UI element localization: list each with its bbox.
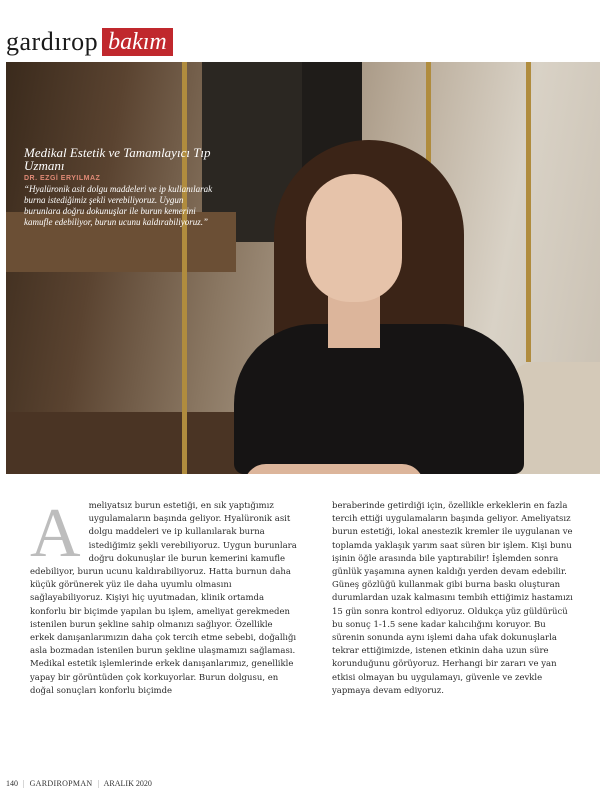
magazine-header — [6, 26, 173, 58]
article-column-2 — [332, 500, 580, 698]
footer-issue: ARALIK 2020 — [103, 779, 152, 788]
section-label: bakım — [102, 28, 173, 56]
arm — [244, 464, 424, 474]
photo-caption — [24, 146, 234, 228]
drop-cap: A — [30, 495, 81, 572]
article-text-2: beraberinde getirdiği için, özellikle erkeklerin en fazla tercih ettiği uygulamaların başında geliyor. Ameliyatsız burun estetiği, lokal anestezik kremler ile uygulanan ve toplamda yaklaşık yarım saat süren bir işlem. Kişi bunu işinin öğle arasında bile yaptırabilir! İşlemden sonra günlük yaşamına aynen kaldığı yerden devam edebilir. Güneş gözlüğü kullanmak gibi burna baskı oluşturan durumlardan uzak kalmasını tembih ettiğimiz hastamızı 15 gün sonra kontrol ediyoruz. Oldukça yüz güldürücü bu sonuç 1-1.5 sene kadar kalıcılığını koruyor. Bu sürenin sonunda aynı işlemi daha ufak dokunuşlarla tekrar ettiğimizde, istenen etkinin daha uzun süre korunduğunu görüyoruz. Herhangi bir zararı ve yan etkisi olmayan bu uygulamayı, güvenle ve zevkle yapmaya devam ediyoruz. — [332, 501, 573, 696]
footer-magazine: GARDIROPMAN — [29, 779, 93, 788]
page-footer — [6, 779, 152, 788]
brass-pole — [182, 62, 187, 474]
brass-pole — [526, 62, 531, 362]
page-number: 140 — [6, 779, 18, 788]
caption-title: Medikal Estetik ve Tamamlayıcı Tıp Uzmanı — [24, 145, 211, 173]
article-column-1 — [30, 495, 298, 698]
footer-separator: | — [97, 779, 100, 788]
footer-separator: | — [23, 779, 25, 788]
portrait-photo — [6, 62, 600, 474]
magazine-brand: gardırop — [6, 27, 99, 56]
article-text-1: meliyatsız burun estetiği, en sık yaptığımız uygulamaların başında geliyor. Hyalüronik asit dolgu maddeleri ve ip kullanılarak burna istediğimiz şekli verebiliyoruz. Uygun burunlara doğru dokunuşlar ile burun kemerini kamufle edebiliyor, burun ucunu kaldırabiliyoruz. Hatta burnun daha küçük görünerek yüz ile daha uyumlu olmasını sağlayabiliyoruz. Kişiyi hiç uyutmadan, klinik ortamda konforlu bir biçimde yapılan bu işlem, ameliyat gerekmeden istenilen burun şekline sahip olmanızı sağlıyor. Özellikle erkek danışanlarımızın daha çok tercih etme sebebi, doğallığı asla bozmadan istenilen burun şekline ulaşmamızı sağlaması. Medikal estetik işlemlerinde erkek danışanlarımız, genellikle yapay bir görüntüden çok korkuyorlar. Burun dolgusu, en doğal sonuçları konforlu biçimde — [30, 501, 297, 696]
caption-quote: “Hyalüronik asit dolgu maddeleri ve ip kullanılarak burna istediğimiz şekli verebiliyoruz. Uygun burunlara doğru dokunuşlar ile burun kemerini kamufle edebiliyor, burun ucunu kaldırabiliyoruz.” — [24, 184, 213, 227]
face — [306, 174, 402, 302]
caption-name: DR. EZGİ ERYILMAZ — [24, 175, 101, 182]
